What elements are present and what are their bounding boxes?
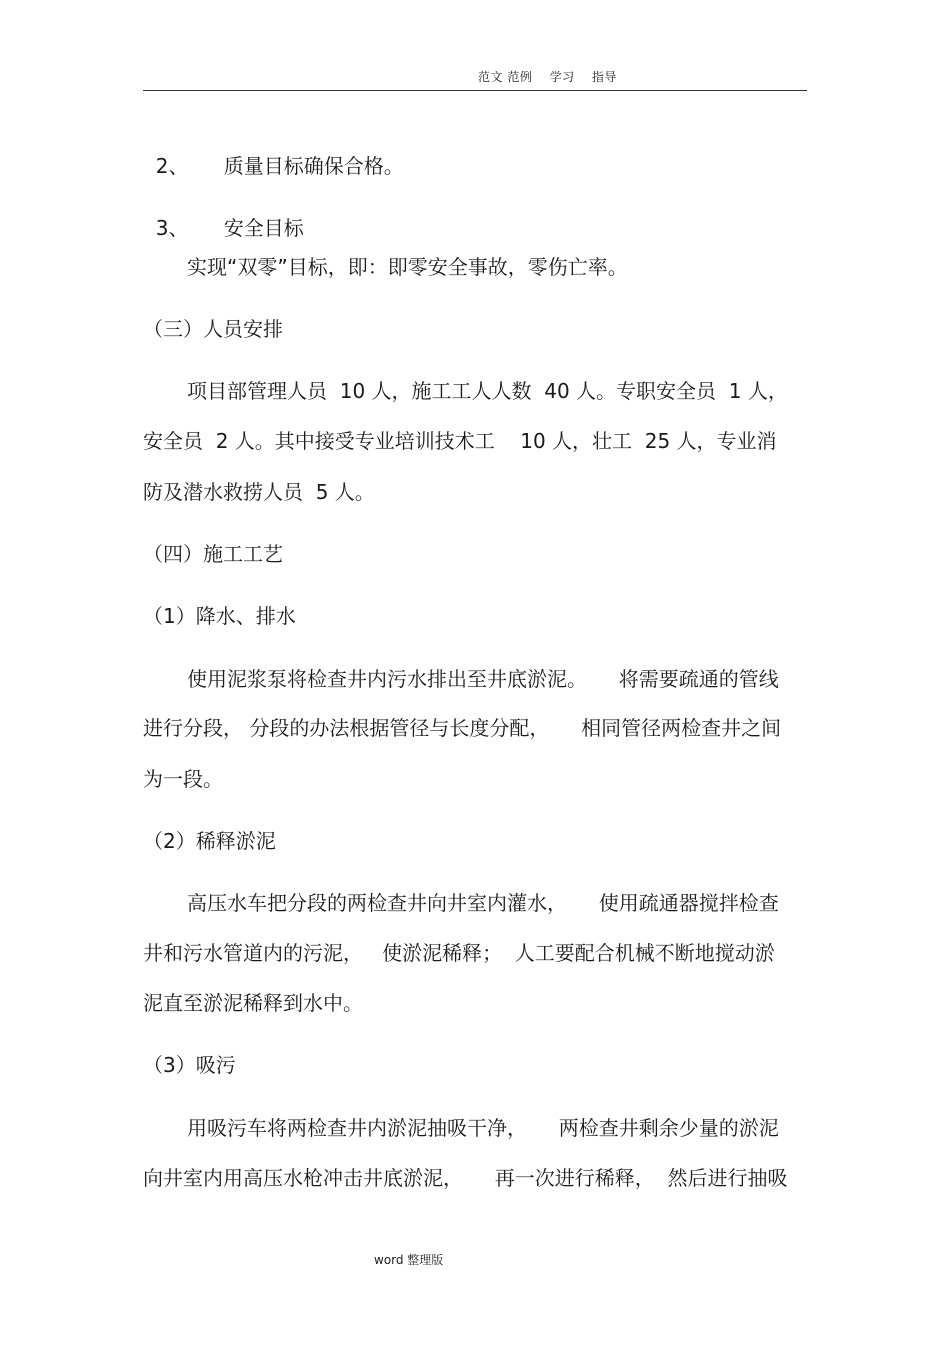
section-4-heading: （四）施工工艺 bbox=[143, 542, 283, 566]
safety-goal-paragraph: 实现“双零”目标，即：即零安全事故，零伤亡率。 bbox=[187, 255, 628, 279]
item-3-number: 3、 bbox=[155, 216, 189, 240]
staff-paragraph-line-3: 防及潜水救捞人员 5 人。 bbox=[143, 480, 375, 504]
item-3-text: 安全目标 bbox=[223, 216, 304, 240]
suction-paragraph-line-1: 用吸污车将两检查井内淤泥抽吸干净， 两检查井剩余少量的淤泥 bbox=[187, 1116, 779, 1140]
dilution-paragraph-line-1: 高压水车把分段的两检查井向井室内灌水， 使用疏通器搅拌检查 bbox=[187, 891, 779, 915]
subsection-2-heading: （2）稀释淤泥 bbox=[143, 829, 276, 853]
dewatering-paragraph-line-1: 使用泥浆泵将检查井内污水排出至井底淤泥。 将需要疏通的管线 bbox=[187, 667, 779, 691]
dewatering-paragraph-line-3: 为一段。 bbox=[143, 767, 223, 791]
item-2 bbox=[143, 130, 404, 178]
dilution-paragraph-line-3: 泥直至淤泥稀释到水中。 bbox=[143, 991, 363, 1015]
suction-paragraph-line-2: 向井室内用高压水枪冲击井底淤泥， 再一次进行稀释， 然后进行抽吸 bbox=[143, 1166, 788, 1190]
dewatering-paragraph-line-2: 进行分段， 分段的办法根据管径与长度分配， 相同管径两检查井之间 bbox=[143, 716, 782, 740]
subsection-3-heading: （3）吸污 bbox=[143, 1053, 236, 1077]
header-divider bbox=[143, 90, 807, 91]
dilution-paragraph-line-2: 井和污水管道内的污泥， 使淤泥稀释； 人工要配合机械不断地搅动淤 bbox=[143, 941, 775, 965]
section-3-heading: （三）人员安排 bbox=[143, 317, 283, 341]
staff-paragraph-line-1: 项目部管理人员 10 人，施工工人人数 40 人。专职安全员 1 人， bbox=[187, 379, 788, 403]
item-2-text: 质量目标确保合格。 bbox=[223, 154, 404, 178]
subsection-1-heading: （1）降水、排水 bbox=[143, 604, 296, 628]
page-footer-text: word 整理版 bbox=[374, 1253, 444, 1267]
item-3 bbox=[143, 192, 304, 240]
item-2-number: 2、 bbox=[155, 154, 189, 178]
staff-paragraph-line-2: 安全员 2 人。其中接受专业培训技术工 10 人，壮工 25 人，专业消 bbox=[143, 429, 777, 453]
page-header-text: 范文 范例 学习 指导 bbox=[478, 70, 617, 84]
